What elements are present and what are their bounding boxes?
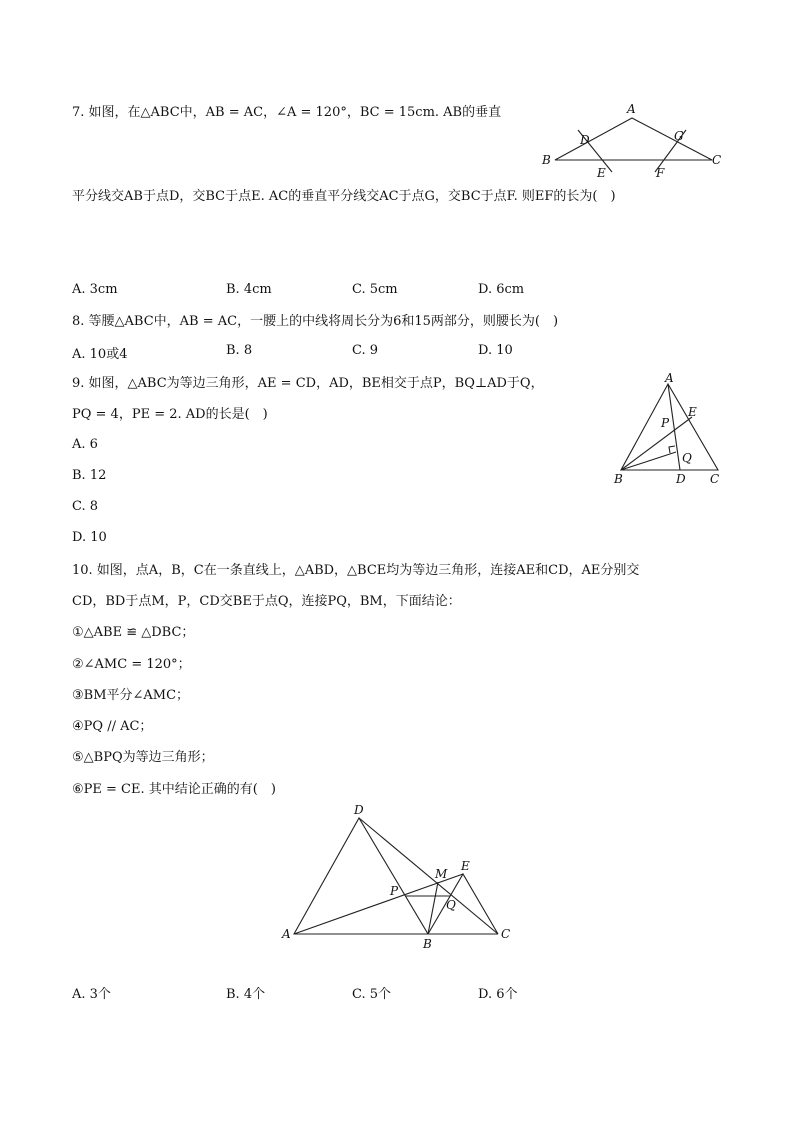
- q7-option-a[interactable]: A. 3cm: [72, 282, 118, 297]
- q10-conclusion-1: ①△ABE ≌ △DBC；: [72, 625, 195, 640]
- q8-option-c[interactable]: C. 9: [352, 343, 379, 358]
- q10-label-b: B: [423, 937, 432, 951]
- q8-option-a[interactable]: A. 10或4: [72, 347, 128, 362]
- q10-conclusion-3: ③BM平分∠AMC；: [72, 688, 190, 703]
- q9-line2: PQ = 4，PE = 2. AD的长是( ): [72, 407, 268, 422]
- q8-option-b[interactable]: B. 8: [226, 343, 253, 358]
- q10-label-a: A: [282, 927, 291, 941]
- q7-option-d[interactable]: D. 6cm: [478, 282, 525, 297]
- q9-figure: [608, 372, 733, 488]
- q10-option-d[interactable]: D. 6个: [478, 987, 518, 1002]
- q10-label-e: E: [461, 859, 470, 873]
- q7-line2: 平分线交AB于点D，交BC于点E. AC的垂直平分线交AC于点G，交BC于点F. 则EF的长为( ): [72, 189, 616, 204]
- q7-label-d: D: [580, 133, 590, 147]
- q9-option-a[interactable]: A. 6: [72, 437, 98, 452]
- q9-line1: 9. 如图，△ABC为等边三角形，AE = CD，AD，BE相交于点P，BQ⊥AD于Q，: [72, 376, 544, 391]
- q9-label-a: A: [665, 372, 674, 385]
- q10-line2: CD，BD于点M，P，CD交BE于点Q，连接PQ，BM，下面结论：: [72, 594, 461, 609]
- q7-label-e: E: [597, 166, 606, 180]
- q10-conclusion-5: ⑤△BPQ为等边三角形；: [72, 750, 214, 765]
- q7-option-b[interactable]: B. 4cm: [226, 282, 272, 297]
- q8-line1: 8. 等腰△ABC中，AB = AC，一腰上的中线将周长分为6和15两部分，则腰长为( ): [72, 314, 559, 329]
- q10-option-a[interactable]: A. 3个: [72, 987, 111, 1002]
- q10-label-p: P: [390, 884, 399, 898]
- q10-conclusion-6: ⑥PE = CE. 其中结论正确的有( ): [72, 782, 276, 797]
- q9-label-d: D: [676, 472, 686, 486]
- q8-option-d[interactable]: D. 10: [478, 343, 513, 358]
- q7-line1: 7. 如图，在△ABC中，AB = AC，∠A = 120°，BC = 15cm. AB的垂直: [72, 105, 502, 120]
- q7-label-a: A: [627, 102, 636, 116]
- q10-label-c: C: [501, 927, 511, 941]
- q10-label-d: D: [354, 803, 364, 817]
- q9-option-d[interactable]: D. 10: [72, 530, 107, 545]
- q10-conclusion-2: ②∠AMC = 120°；: [72, 657, 191, 672]
- q10-label-m: M: [435, 867, 448, 881]
- q7-label-f: F: [656, 166, 665, 180]
- q9-label-q: Q: [682, 451, 692, 465]
- q9-label-p: P: [661, 416, 670, 430]
- q10-figure: [272, 796, 522, 956]
- q9-option-b[interactable]: B. 12: [72, 468, 107, 483]
- q10-option-b[interactable]: B. 4个: [226, 987, 266, 1002]
- q7-label-b: B: [542, 153, 551, 167]
- q9-label-c: C: [710, 472, 720, 486]
- q7-label-c: C: [712, 153, 722, 167]
- q9-label-e: E: [688, 405, 697, 419]
- q10-line1: 10. 如图，点A，B，C在一条直线上，△ABD，△BCE均为等边三角形，连接AE和CD，AE分别交: [72, 563, 640, 578]
- q7-option-c[interactable]: C. 5cm: [352, 282, 398, 297]
- q10-option-c[interactable]: C. 5个: [352, 987, 392, 1002]
- q10-conclusion-4: ④PQ // AC；: [72, 719, 153, 734]
- q9-option-c[interactable]: C. 8: [72, 499, 99, 514]
- q9-label-b: B: [614, 472, 623, 486]
- q10-label-q: Q: [446, 898, 456, 912]
- q7-figure: [540, 100, 730, 182]
- q7-label-g: G: [674, 129, 684, 143]
